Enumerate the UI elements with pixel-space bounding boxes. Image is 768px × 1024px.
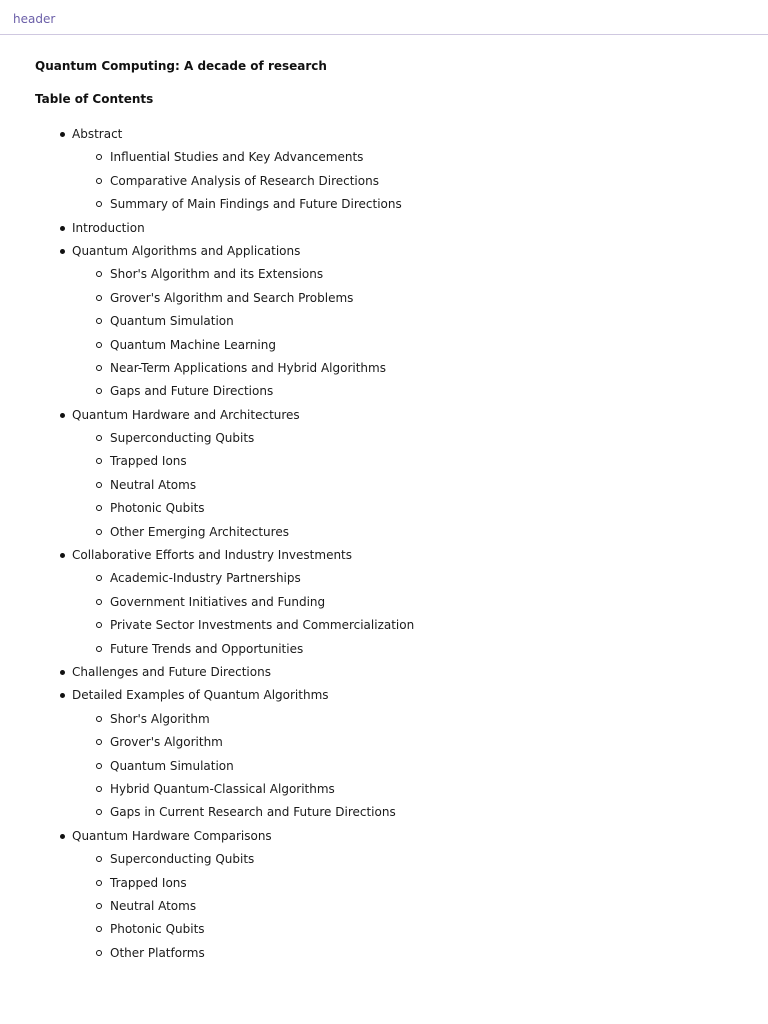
header-link[interactable]: header (13, 12, 56, 26)
toc-section (35, 127, 768, 221)
toc-subsection-link[interactable]: Private Sector Investments and Commercialization (110, 618, 415, 633)
bullet-circle-icon (96, 809, 102, 815)
toc-subsection-link[interactable]: Superconducting Qubits (110, 852, 255, 867)
toc-subsection-item (110, 805, 768, 828)
toc-heading: Table of Contents (35, 92, 154, 106)
bullet-disc-icon (60, 249, 65, 254)
toc-subsection-item (110, 384, 768, 407)
toc-section-link[interactable]: Detailed Examples of Quantum Algorithms (72, 688, 329, 703)
toc-section-row (72, 688, 768, 711)
toc-subsection-item (110, 431, 768, 454)
toc-subsection-item (110, 852, 768, 875)
toc-subsection-link[interactable]: Comparative Analysis of Research Directions (110, 173, 379, 188)
toc-section-link[interactable]: Quantum Algorithms and Applications (72, 243, 301, 258)
toc-subsection-link[interactable]: Future Trends and Opportunities (110, 641, 304, 656)
bullet-circle-icon (96, 856, 102, 862)
toc-section-row (72, 548, 768, 571)
bullet-circle-icon (96, 622, 102, 628)
toc-section-row (72, 408, 768, 431)
bullet-circle-icon (96, 154, 102, 160)
toc-subsection-item (110, 314, 768, 337)
toc-section-link[interactable]: Collaborative Efforts and Industry Investments (72, 548, 353, 563)
bullet-circle-icon (96, 716, 102, 722)
toc-subsection-item (110, 197, 768, 220)
header-bar (0, 0, 768, 35)
bullet-circle-icon (96, 739, 102, 745)
toc-section-row (72, 829, 768, 852)
toc-subsection-item (110, 571, 768, 594)
bullet-circle-icon (96, 926, 102, 932)
toc-subsection-link[interactable]: Photonic Qubits (110, 922, 205, 937)
bullet-circle-icon (96, 880, 102, 886)
toc-section-row (72, 221, 768, 244)
bullet-circle-icon (96, 201, 102, 207)
toc-subsection-item (110, 759, 768, 782)
toc-subsection-item (110, 454, 768, 477)
toc-subsection-link[interactable]: Neutral Atoms (110, 477, 197, 492)
toc-section-row (72, 244, 768, 267)
toc-subsection-item (110, 618, 768, 641)
document-title: Quantum Computing: A decade of research (35, 59, 327, 73)
toc-section-link[interactable]: Quantum Hardware Comparisons (72, 828, 272, 843)
toc-subsection-item (110, 782, 768, 805)
toc-subsection-list (72, 712, 768, 829)
bullet-disc-icon (60, 834, 65, 839)
bullet-circle-icon (96, 575, 102, 581)
toc-subsection-item (110, 150, 768, 173)
toc-subsection-link[interactable]: Influential Studies and Key Advancements (110, 150, 364, 165)
toc-subsection-link[interactable]: Government Initiatives and Funding (110, 594, 326, 609)
bullet-disc-icon (60, 132, 65, 137)
bullet-circle-icon (96, 646, 102, 652)
toc-subsection-list (72, 267, 768, 407)
toc-subsection-link[interactable]: Quantum Machine Learning (110, 337, 276, 352)
document-content (0, 35, 768, 969)
bullet-circle-icon (96, 482, 102, 488)
toc-subsection-link[interactable]: Gaps in Current Research and Future Directions (110, 805, 396, 820)
bullet-circle-icon (96, 365, 102, 371)
toc-subsection-link[interactable]: Neutral Atoms (110, 898, 197, 913)
toc-subsection-link[interactable]: Shor's Algorithm and its Extensions (110, 267, 324, 282)
toc-section (35, 829, 768, 969)
toc-subsection-item (110, 946, 768, 969)
toc-subsection-item (110, 478, 768, 501)
bullet-circle-icon (96, 342, 102, 348)
bullet-circle-icon (96, 178, 102, 184)
toc-subsection-link[interactable]: Hybrid Quantum-Classical Algorithms (110, 781, 335, 796)
toc-section-link[interactable]: Introduction (72, 220, 145, 235)
toc-section (35, 688, 768, 828)
bullet-disc-icon (60, 553, 65, 558)
bullet-circle-icon (96, 763, 102, 769)
toc-subsection-item (110, 267, 768, 290)
bullet-disc-icon (60, 226, 65, 231)
bullet-circle-icon (96, 786, 102, 792)
toc-subsection-item (110, 595, 768, 618)
toc-subsection-link[interactable]: Grover's Algorithm (110, 735, 223, 750)
toc-subsection-list (72, 852, 768, 969)
bullet-circle-icon (96, 318, 102, 324)
toc-subsection-link[interactable]: Gaps and Future Directions (110, 384, 274, 399)
toc-subsection-link[interactable]: Trapped Ions (110, 454, 187, 469)
toc-subsection-link[interactable]: Superconducting Qubits (110, 431, 255, 446)
toc-section-row (72, 127, 768, 150)
toc-subsection-link[interactable]: Trapped Ions (110, 875, 187, 890)
toc-subsection-link[interactable]: Summary of Main Findings and Future Directions (110, 197, 402, 212)
toc-section (35, 408, 768, 548)
bullet-disc-icon (60, 670, 65, 675)
bullet-disc-icon (60, 693, 65, 698)
bullet-circle-icon (96, 388, 102, 394)
toc-subsection-item (110, 174, 768, 197)
bullet-disc-icon (60, 413, 65, 418)
toc-subsection-item (110, 712, 768, 735)
toc-subsection-link[interactable]: Other Platforms (110, 945, 205, 960)
toc-section (35, 221, 768, 244)
toc-subsection-item (110, 291, 768, 314)
toc-subsection-item (110, 361, 768, 384)
toc-subsection-link[interactable]: Academic-Industry Partnerships (110, 571, 301, 586)
toc-subsection-item (110, 642, 768, 665)
toc-subsection-item (110, 922, 768, 945)
toc-subsection-link[interactable]: Quantum Simulation (110, 758, 234, 773)
toc-section (35, 665, 768, 688)
toc-subsection-item (110, 525, 768, 548)
toc-subsection-item (110, 735, 768, 758)
toc-section (35, 548, 768, 665)
toc-section-link[interactable]: Abstract (72, 127, 123, 141)
toc-subsection-list (72, 571, 768, 665)
toc-section-row (72, 665, 768, 688)
toc-subsection-list (72, 150, 768, 220)
toc-subsection-link[interactable]: Grover's Algorithm and Search Problems (110, 290, 354, 305)
toc-section-link[interactable]: Challenges and Future Directions (72, 664, 271, 679)
bullet-circle-icon (96, 295, 102, 301)
bullet-circle-icon (96, 458, 102, 464)
toc-subsection-link[interactable]: Shor's Algorithm (110, 711, 210, 726)
toc-subsection-item (110, 899, 768, 922)
toc-section (35, 244, 768, 408)
bullet-circle-icon (96, 271, 102, 277)
toc-subsection-item (110, 338, 768, 361)
bullet-circle-icon (96, 435, 102, 441)
bullet-circle-icon (96, 505, 102, 511)
toc-subsection-list (72, 431, 768, 548)
toc-subsection-link[interactable]: Photonic Qubits (110, 501, 205, 516)
toc-subsection-item (110, 501, 768, 524)
toc-subsection-link[interactable]: Quantum Simulation (110, 314, 234, 329)
bullet-circle-icon (96, 950, 102, 956)
bullet-circle-icon (96, 529, 102, 535)
toc-subsection-link[interactable]: Other Emerging Architectures (110, 524, 289, 539)
toc-subsection-item (110, 876, 768, 899)
bullet-circle-icon (96, 903, 102, 909)
toc-subsection-link[interactable]: Near-Term Applications and Hybrid Algorithms (110, 360, 386, 375)
table-of-contents (35, 106, 768, 969)
toc-section-link[interactable]: Quantum Hardware and Architectures (72, 407, 300, 422)
bullet-circle-icon (96, 599, 102, 605)
